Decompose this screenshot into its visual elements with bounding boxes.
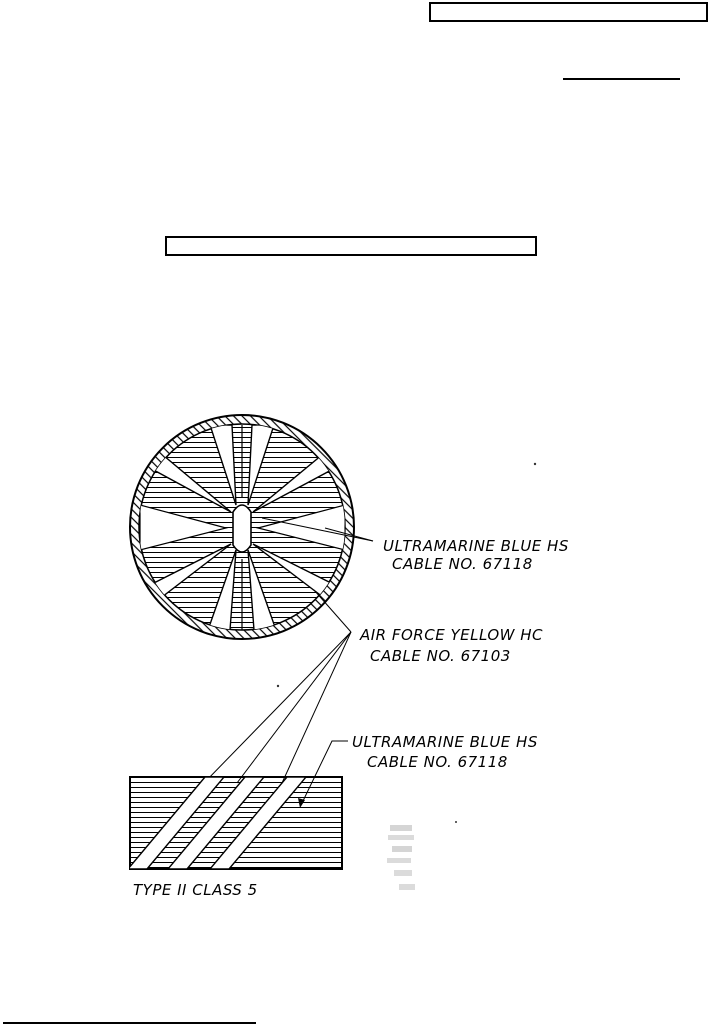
reel-hub bbox=[233, 505, 251, 552]
figure-caption: TYPE II CLASS 5 bbox=[133, 881, 258, 899]
reel-end-view bbox=[130, 415, 354, 639]
reel-side-view bbox=[128, 777, 342, 869]
top-blue-name-label: ULTRAMARINE BLUE HS bbox=[383, 537, 569, 555]
yellow-cable-label: CABLE NO. 67103 bbox=[370, 647, 511, 665]
bottom-blue-cable-label: CABLE NO. 67118 bbox=[367, 753, 508, 771]
top-blue-cable-label: CABLE NO. 67118 bbox=[392, 555, 533, 573]
bottom-blue-name-label: ULTRAMARINE BLUE HS bbox=[352, 733, 538, 751]
yellow-name-label: AIR FORCE YELLOW HC bbox=[360, 626, 544, 644]
